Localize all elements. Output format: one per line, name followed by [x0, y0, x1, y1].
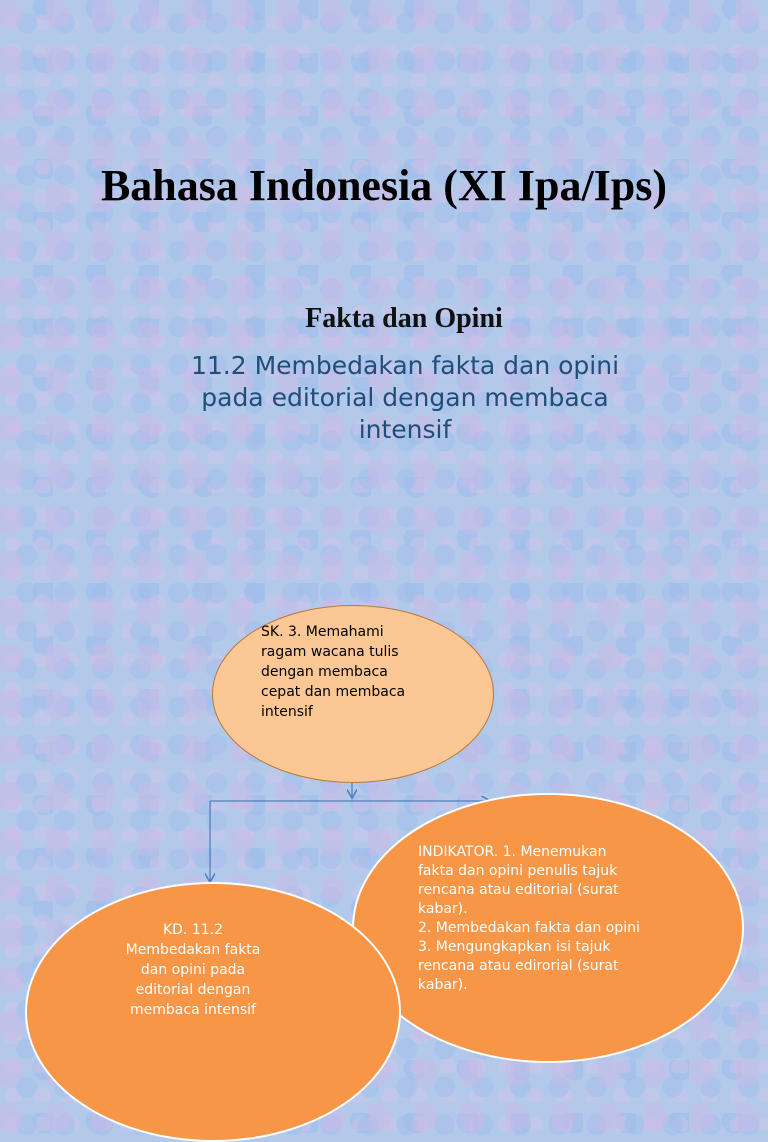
sk-line: SK. 3. Memahami	[261, 624, 384, 640]
indikator-line: 2. Membedakan fakta dan opini	[418, 920, 640, 936]
indikator-ellipse	[352, 793, 744, 1063]
indikator-line: kabar).	[418, 901, 468, 917]
kd-line: membaca intensif	[130, 1002, 256, 1018]
indikator-line: rencana atau edirorial (surat	[418, 958, 619, 974]
kd-text	[73, 920, 313, 1020]
kd-line: Membedakan fakta	[125, 942, 261, 958]
kd-ellipse	[25, 882, 401, 1142]
slide-subtitle: Fakta dan Opini	[305, 303, 503, 334]
sk-line: ragam wacana tulis	[261, 644, 399, 660]
sk-line: intensif	[261, 704, 313, 720]
slide-title: Bahasa Indonesia (XI Ipa/Ips)	[100, 161, 668, 210]
indikator-text	[418, 843, 698, 995]
sk-line: cepat dan membaca	[261, 684, 406, 700]
kd-line: dan opini pada	[140, 962, 246, 978]
competency-heading-line: 11.2 Membedakan fakta dan opini	[190, 351, 620, 380]
kd-line: KD. 11.2	[162, 922, 224, 938]
sk-ellipse	[212, 605, 494, 783]
competency-heading-line: pada editorial dengan membaca	[201, 383, 609, 412]
sk-line: dengan membaca	[261, 664, 388, 680]
indikator-line: INDIKATOR. 1. Menemukan	[418, 844, 607, 860]
indikator-line: fakta dan opini penulis tajuk	[418, 863, 618, 879]
indikator-line: kabar).	[418, 977, 468, 993]
sk-text	[261, 622, 451, 722]
indikator-line: rencana atau editorial (surat	[418, 882, 619, 898]
competency-heading-line: intensif	[358, 415, 452, 444]
kd-line: editorial dengan	[135, 982, 251, 998]
indikator-line: 3. Mengungkapkan isi tajuk	[418, 939, 611, 955]
